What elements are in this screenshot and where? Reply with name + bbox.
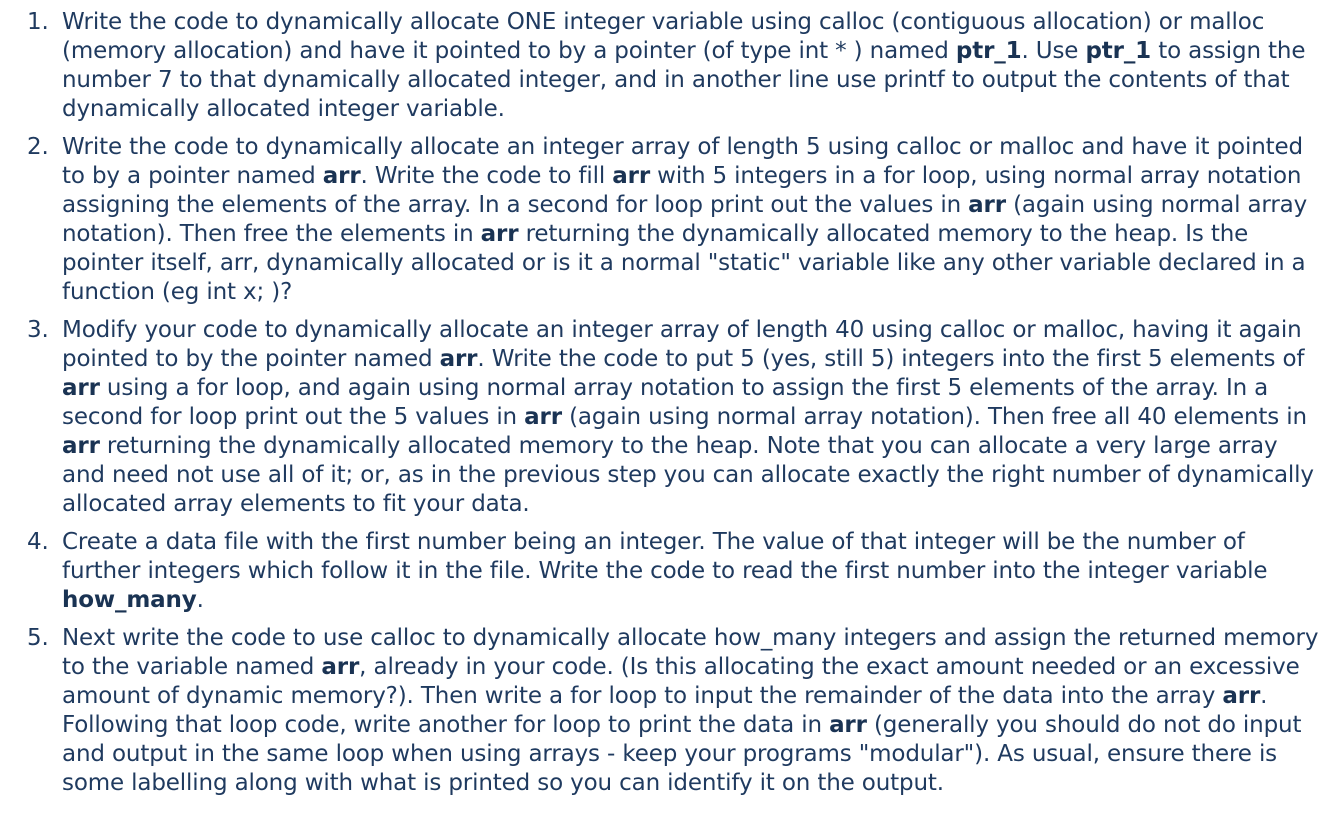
- text-run: to assign the number 7 to that dynamically allocated integer, and in another line use printf to output the contents of that dynamically allocated integer variable.: [62, 38, 1306, 122]
- text-run: returning the dynamically allocated memory to the heap. Is the pointer itself, arr, dynamically allocated or is it a normal "static" variable like any other variable declared in a function (eg int x; )?: [62, 221, 1306, 305]
- text-run: (generally you should do not do input and output in the same loop when using arrays - keep your programs "modular"). As usual, ensure there is some labelling along with what is printed so you can identify it on the output.: [62, 712, 1302, 796]
- text-run: .: [196, 587, 204, 613]
- text-run: Modify your code to dynamically allocate an integer array of length 40 using calloc or malloc, having it again pointed to by the pointer named: [62, 317, 1302, 372]
- text-run: , already in your code. (Is this allocating the exact amount needed or an excessive amount of dynamic memory?). Then write a for loop to input the remainder of the data into the array: [62, 654, 1300, 709]
- text-run: . Following that loop code, write another for loop to print the data in: [62, 683, 1268, 738]
- bold-identifier: arr: [439, 346, 478, 372]
- text-run: with 5 integers in a for loop, using normal array notation assigning the elements of the array. In a second for loop print out the values in: [62, 163, 1302, 218]
- bold-identifier: arr: [62, 375, 100, 401]
- item-number: 5.: [27, 625, 49, 651]
- text-run: . Write the code to fill: [360, 163, 613, 189]
- text-run: Write the code to dynamically allocate ONE integer variable using calloc (contiguous allocation) or malloc (memory allocation) and have it pointed to by a pointer (of type int * ) named: [62, 9, 1265, 64]
- item-number: 1.: [27, 9, 49, 35]
- instruction-item-1: [0, 8, 1343, 124]
- bold-identifier: arr: [62, 433, 100, 459]
- instruction-item-4: [0, 528, 1343, 615]
- bold-identifier: arr: [322, 163, 361, 189]
- instruction-item-3: [0, 316, 1343, 519]
- text-run: . Write the code to put 5 (yes, still 5) integers into the first 5 elements of: [477, 346, 1305, 372]
- item-number: 4.: [27, 529, 49, 555]
- item-text: [62, 317, 1314, 517]
- item-text: [62, 134, 1307, 305]
- item-number: 2.: [27, 134, 49, 160]
- bold-identifier: ptr_1: [1085, 38, 1152, 64]
- item-text: [62, 529, 1267, 613]
- instructions-document: [0, 8, 1343, 807]
- bold-identifier: arr: [968, 192, 1006, 218]
- bold-identifier: how_many: [62, 587, 197, 613]
- bold-identifier: arr: [829, 712, 867, 738]
- bold-identifier: arr: [321, 654, 360, 680]
- bold-identifier: arr: [1222, 683, 1261, 709]
- item-number: 3.: [27, 317, 49, 343]
- item-text: [62, 625, 1318, 796]
- instruction-item-5: [0, 624, 1343, 798]
- instruction-item-2: [0, 133, 1343, 307]
- bold-identifier: ptr_1: [955, 38, 1022, 64]
- item-text: [62, 9, 1305, 122]
- bold-identifier: arr: [524, 404, 562, 430]
- bold-identifier: arr: [480, 221, 519, 247]
- text-run: (again using normal array notation). Then free the elements in: [62, 192, 1308, 247]
- instruction-list: [0, 8, 1343, 798]
- text-run: (again using normal array notation). Then free all 40 elements in: [561, 404, 1307, 430]
- text-run: . Use: [1021, 38, 1086, 64]
- text-run: Create a data file with the first number being an integer. The value of that integer will be the number of further integers which follow it in the file. Write the code to read the first number into the integer variable: [62, 529, 1268, 584]
- bold-identifier: arr: [612, 163, 651, 189]
- text-run: returning the dynamically allocated memory to the heap. Note that you can allocate a very large array and need not use all of it; or, as in the previous step you can allocate exactly the right number of dynamically allocated array elements to fit your data.: [62, 433, 1314, 517]
- text-run: Write the code to dynamically allocate an integer array of length 5 using calloc or malloc and have it pointed to by a pointer named: [62, 134, 1303, 189]
- text-run: Next write the code to use calloc to dynamically allocate how_many integers and assign the returned memory to the variable named: [62, 625, 1319, 680]
- text-run: using a for loop, and again using normal array notation to assign the first 5 elements of the array. In a second for loop print out the 5 values in: [62, 375, 1269, 430]
